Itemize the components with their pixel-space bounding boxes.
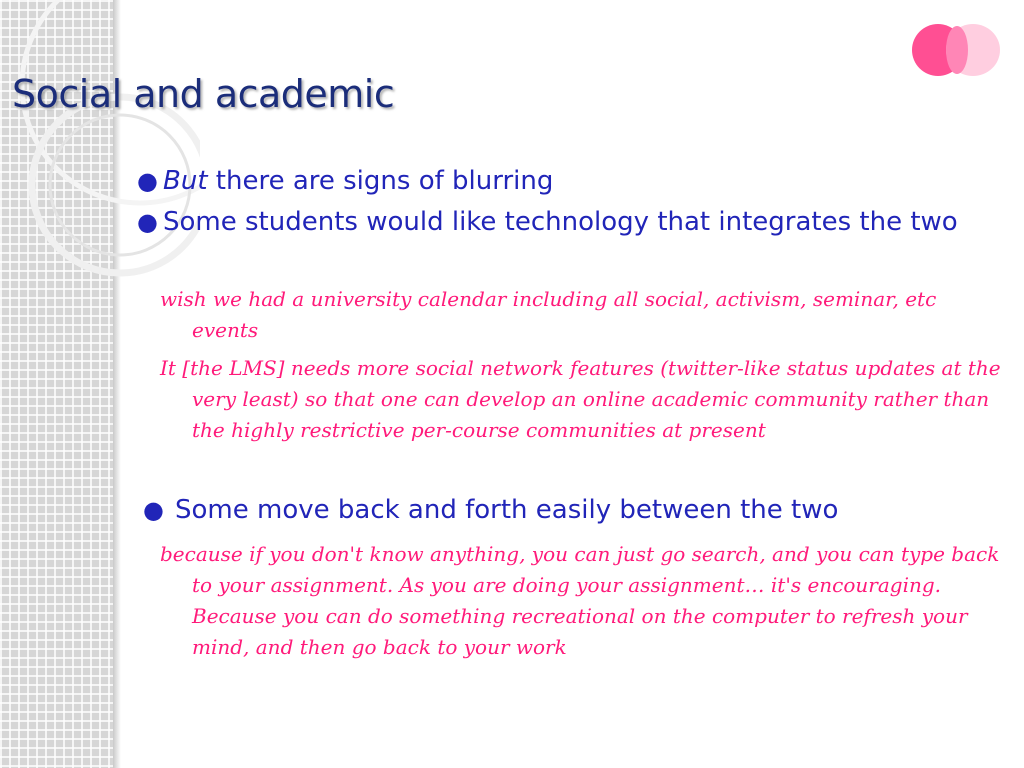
student-quote: It [the LMS] needs more social network features (twitter-like status updates at the very least) so that one can develop an online academic community rather than the highly restrictive per-course communities at present [160, 356, 1001, 442]
bullet-dot-icon: ● [137, 167, 158, 195]
bullet-item [143, 494, 975, 527]
bullet-item [137, 165, 983, 198]
bullet-item [137, 206, 963, 239]
bullet-dot-icon: ● [137, 208, 158, 236]
bullet-dot-icon: ● [143, 496, 164, 524]
student-quote: because if you don't know anything, you can just go search, and you can type back to your assignment. As you are doing your assignment… it's encouraging. Because you can do something recreational on the computer to refresh your mind, and then go back to your work [160, 542, 1000, 659]
decorative-arcs [0, 0, 200, 320]
bullet-text: Some move back and forth easily between the two [175, 495, 839, 525]
bullet-emphasis: But [163, 166, 208, 196]
student-quote: wish we had a university calendar including all social, activism, seminar, etc events [160, 287, 937, 342]
bullet-text: there are signs of blurring [207, 166, 554, 196]
slide-title: Social and academic [12, 72, 395, 116]
decorative-circle-overlap [946, 26, 968, 74]
bullet-text: Some students would like technology that integrates the two [163, 207, 958, 237]
